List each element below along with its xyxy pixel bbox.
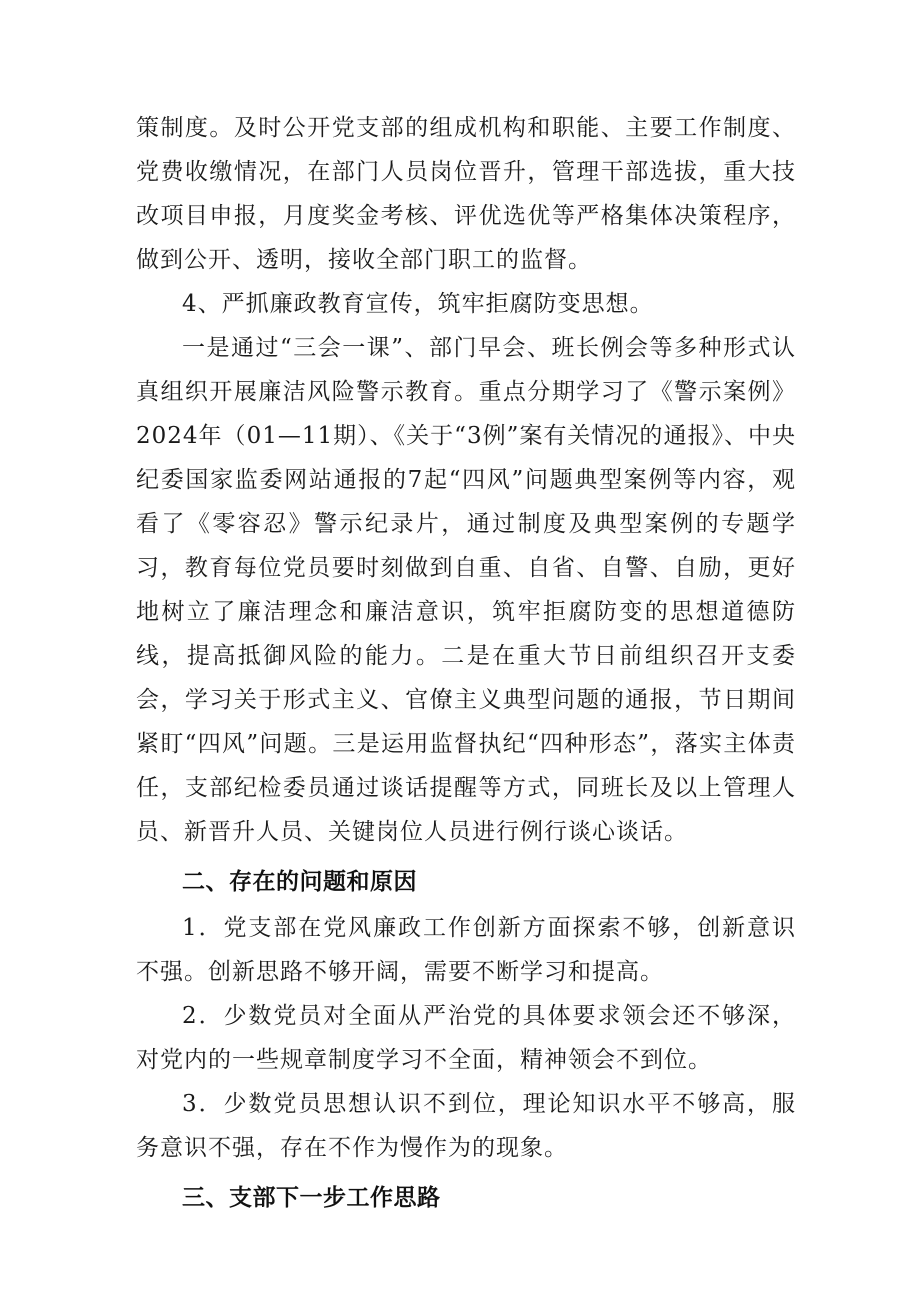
- paragraph-item-4-title: 4、严抓廉政教育宣传，筑牢拒腐防变思想。: [182, 291, 654, 317]
- paragraph-problem-1: 1．党支部在党风廉政工作创新方面探索不够，创新意识不强。创新思路不够开阔，需要不断学习和提高。: [136, 915, 796, 985]
- document-body: [136, 106, 796, 1220]
- paragraph-integrity-education: 一是通过“三会一课”、部门早会、班长例会等多种形式认真组织开展廉洁风险警示教育。重点分期学习了《警示案例》2024年（01—11期）、《关于“3例”案有关情况的通报》、中央纪委国家监委网站通报的7起“四风”问题典型案例等内容，观看了《零容忍》警示纪录片，通过制度及典型案例的专题学习，教育每位党员要时刻做到自重、自省、自警、自励，更好地树立了廉洁理念和廉洁意识，筑牢拒腐防变的思想道德防线，提高抵御风险的能力。二是在重大节日前组织召开支委会，学习关于形式主义、官僚主义典型问题的通报，节日期间紧盯“四风”问题。三是运用监督执纪“四种形态”，落实主体责任，支部纪检委员通过谈话提醒等方式，同班长及以上管理人员、新晋升人员、关键岗位人员进行例行谈心谈话。: [136, 335, 796, 845]
- paragraph-decision-system: 策制度。及时公开党支部的组成机构和职能、主要工作制度、党费收缴情况，在部门人员岗位晋升，管理干部选拔，重大技改项目申报，月度奖金考核、评优选优等严格集体决策程序，做到公开、透明，接收全部门职工的监督。: [136, 115, 796, 273]
- section-heading-problems: 二、存在的问题和原因: [182, 869, 417, 895]
- paragraph-problem-2: 2．少数党员对全面从严治党的具体要求领会还不够深，对党内的一些规章制度学习不全面，精神领会不到位。: [136, 1003, 796, 1073]
- section-heading-next-steps: 三、支部下一步工作思路: [182, 1185, 441, 1211]
- paragraph-problem-3: 3．少数党员思想认识不到位，理论知识水平不够高，服务意识不强，存在不作为慢作为的现象。: [136, 1091, 796, 1161]
